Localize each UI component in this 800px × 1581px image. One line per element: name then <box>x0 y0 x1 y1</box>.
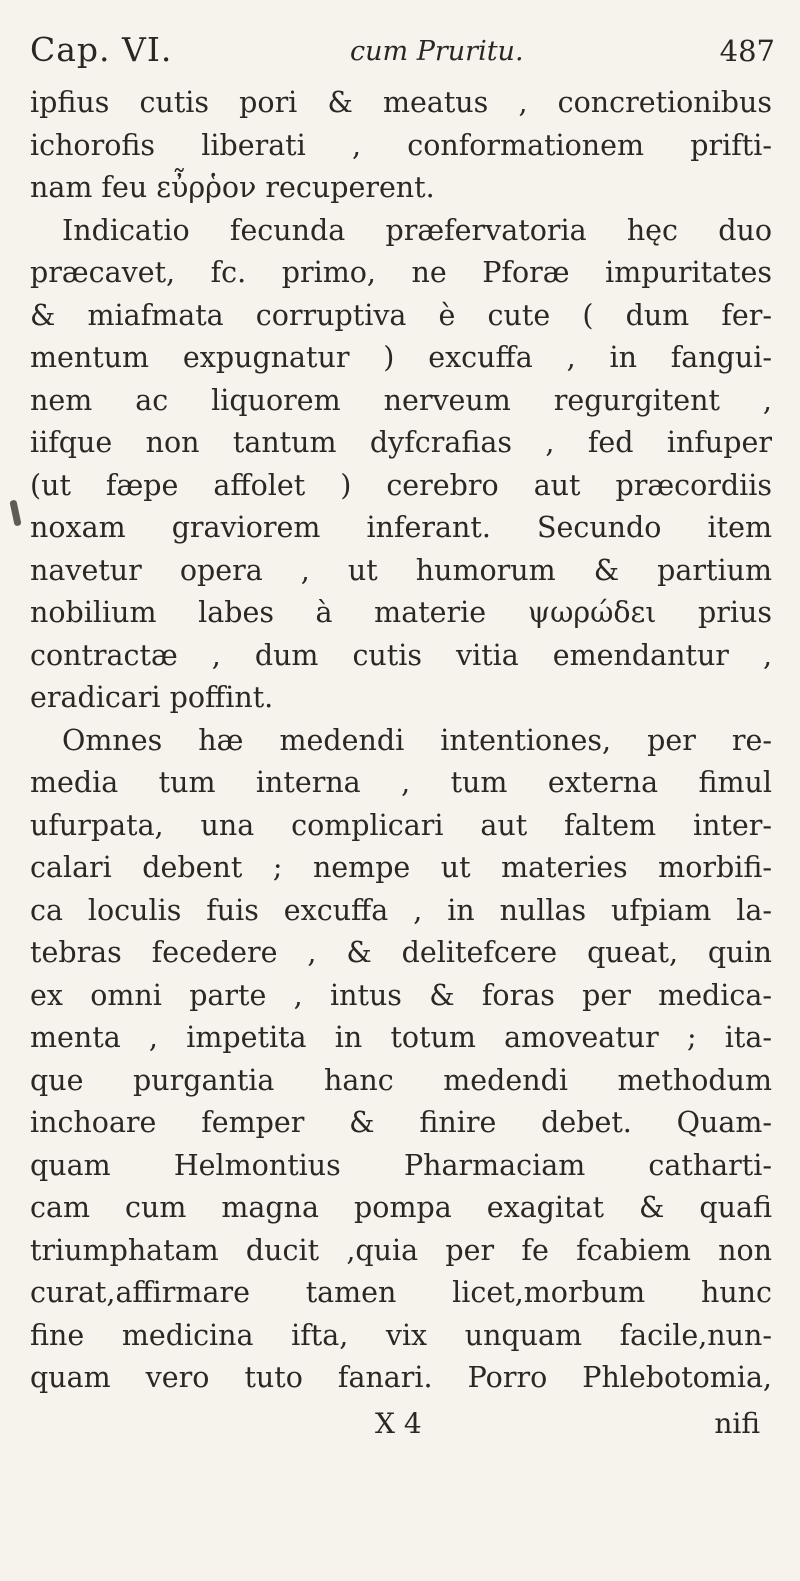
text-line: nobilium labes à materie ψωρώδει prius <box>30 596 772 629</box>
text-line: Omnes hæ medendi intentiones, per re- <box>62 723 772 757</box>
text-line: triumphatam ducit ,quia per fe fcabiem non <box>30 1233 772 1267</box>
text-line: mentum expugnatur ) excuffa , in fangui- <box>30 341 772 374</box>
text-line: cam cum magna pompa exagitat & quafi <box>30 1191 772 1224</box>
text-line: ca loculis fuis excuffa , in nullas ufpiam la- <box>30 893 772 927</box>
body-text <box>30 82 772 1400</box>
text-line: menta , impetita in totum amoveatur ; ita- <box>30 1021 772 1054</box>
ink-blot-mark <box>9 500 21 527</box>
text-line: ichorofis liberati , conformationem prifti- <box>30 128 772 162</box>
text-line: inchoare femper & finire debet. Quam- <box>30 1106 772 1139</box>
text-line: quam Helmontius Pharmaciam catharti- <box>30 1148 772 1182</box>
text-line: navetur opera , ut humorum & partium <box>30 553 772 587</box>
text-line: curat,affirmare tamen licet,morbum hunc <box>30 1276 772 1309</box>
text-line: præcavet, fc. primo, ne Pforæ impuritates <box>30 256 772 289</box>
chapter-heading: Cap. VI. <box>30 30 173 69</box>
page-footer <box>30 1407 772 1447</box>
catchword: nifi <box>714 1407 760 1440</box>
text-line: Indicatio fecunda præfervatoria hęc duo <box>62 213 772 247</box>
text-line: que purgantia hanc medendi methodum <box>30 1063 772 1097</box>
text-line: (ut fæpe affolet ) cerebro aut præcordiis <box>30 468 772 502</box>
text-line: fine medicina ifta, vix unquam facile,nun- <box>30 1318 772 1352</box>
text-line: iifque non tantum dyfcrafias , fed infuper <box>30 426 772 459</box>
text-line: eradicari poffint. <box>30 681 274 714</box>
text-line: nem ac liquorem nerveum regurgitent , <box>30 383 772 417</box>
text-line: & miafmata corruptiva è cute ( dum fer- <box>30 298 772 332</box>
text-line: ufurpata, una complicari aut faltem inter- <box>30 808 772 842</box>
text-line: media tum interna , tum externa fimul <box>30 766 772 799</box>
text-line: ipfius cutis pori & meatus , concretionibus <box>30 86 772 119</box>
text-line: tebras fecedere , & delitefcere queat, quin <box>30 936 772 969</box>
text-line: quam vero tuto fanari. Porro Phlebotomia, <box>30 1361 772 1394</box>
text-line: noxam graviorem inferant. Secundo item <box>30 511 772 544</box>
text-line: ex omni parte , intus & foras per medica- <box>30 978 772 1012</box>
text-line: nam feu εὖρῥον recuperent. <box>30 171 435 204</box>
page-number: 487 <box>719 34 775 68</box>
text-line: contractæ , dum cutis vitia emendantur , <box>30 638 772 672</box>
text-line: calari debent ; nempe ut materies morbifi- <box>30 851 772 884</box>
running-title: cum Pruritu. <box>350 36 524 67</box>
page-header <box>30 30 775 78</box>
signature-mark: X 4 <box>375 1407 422 1440</box>
